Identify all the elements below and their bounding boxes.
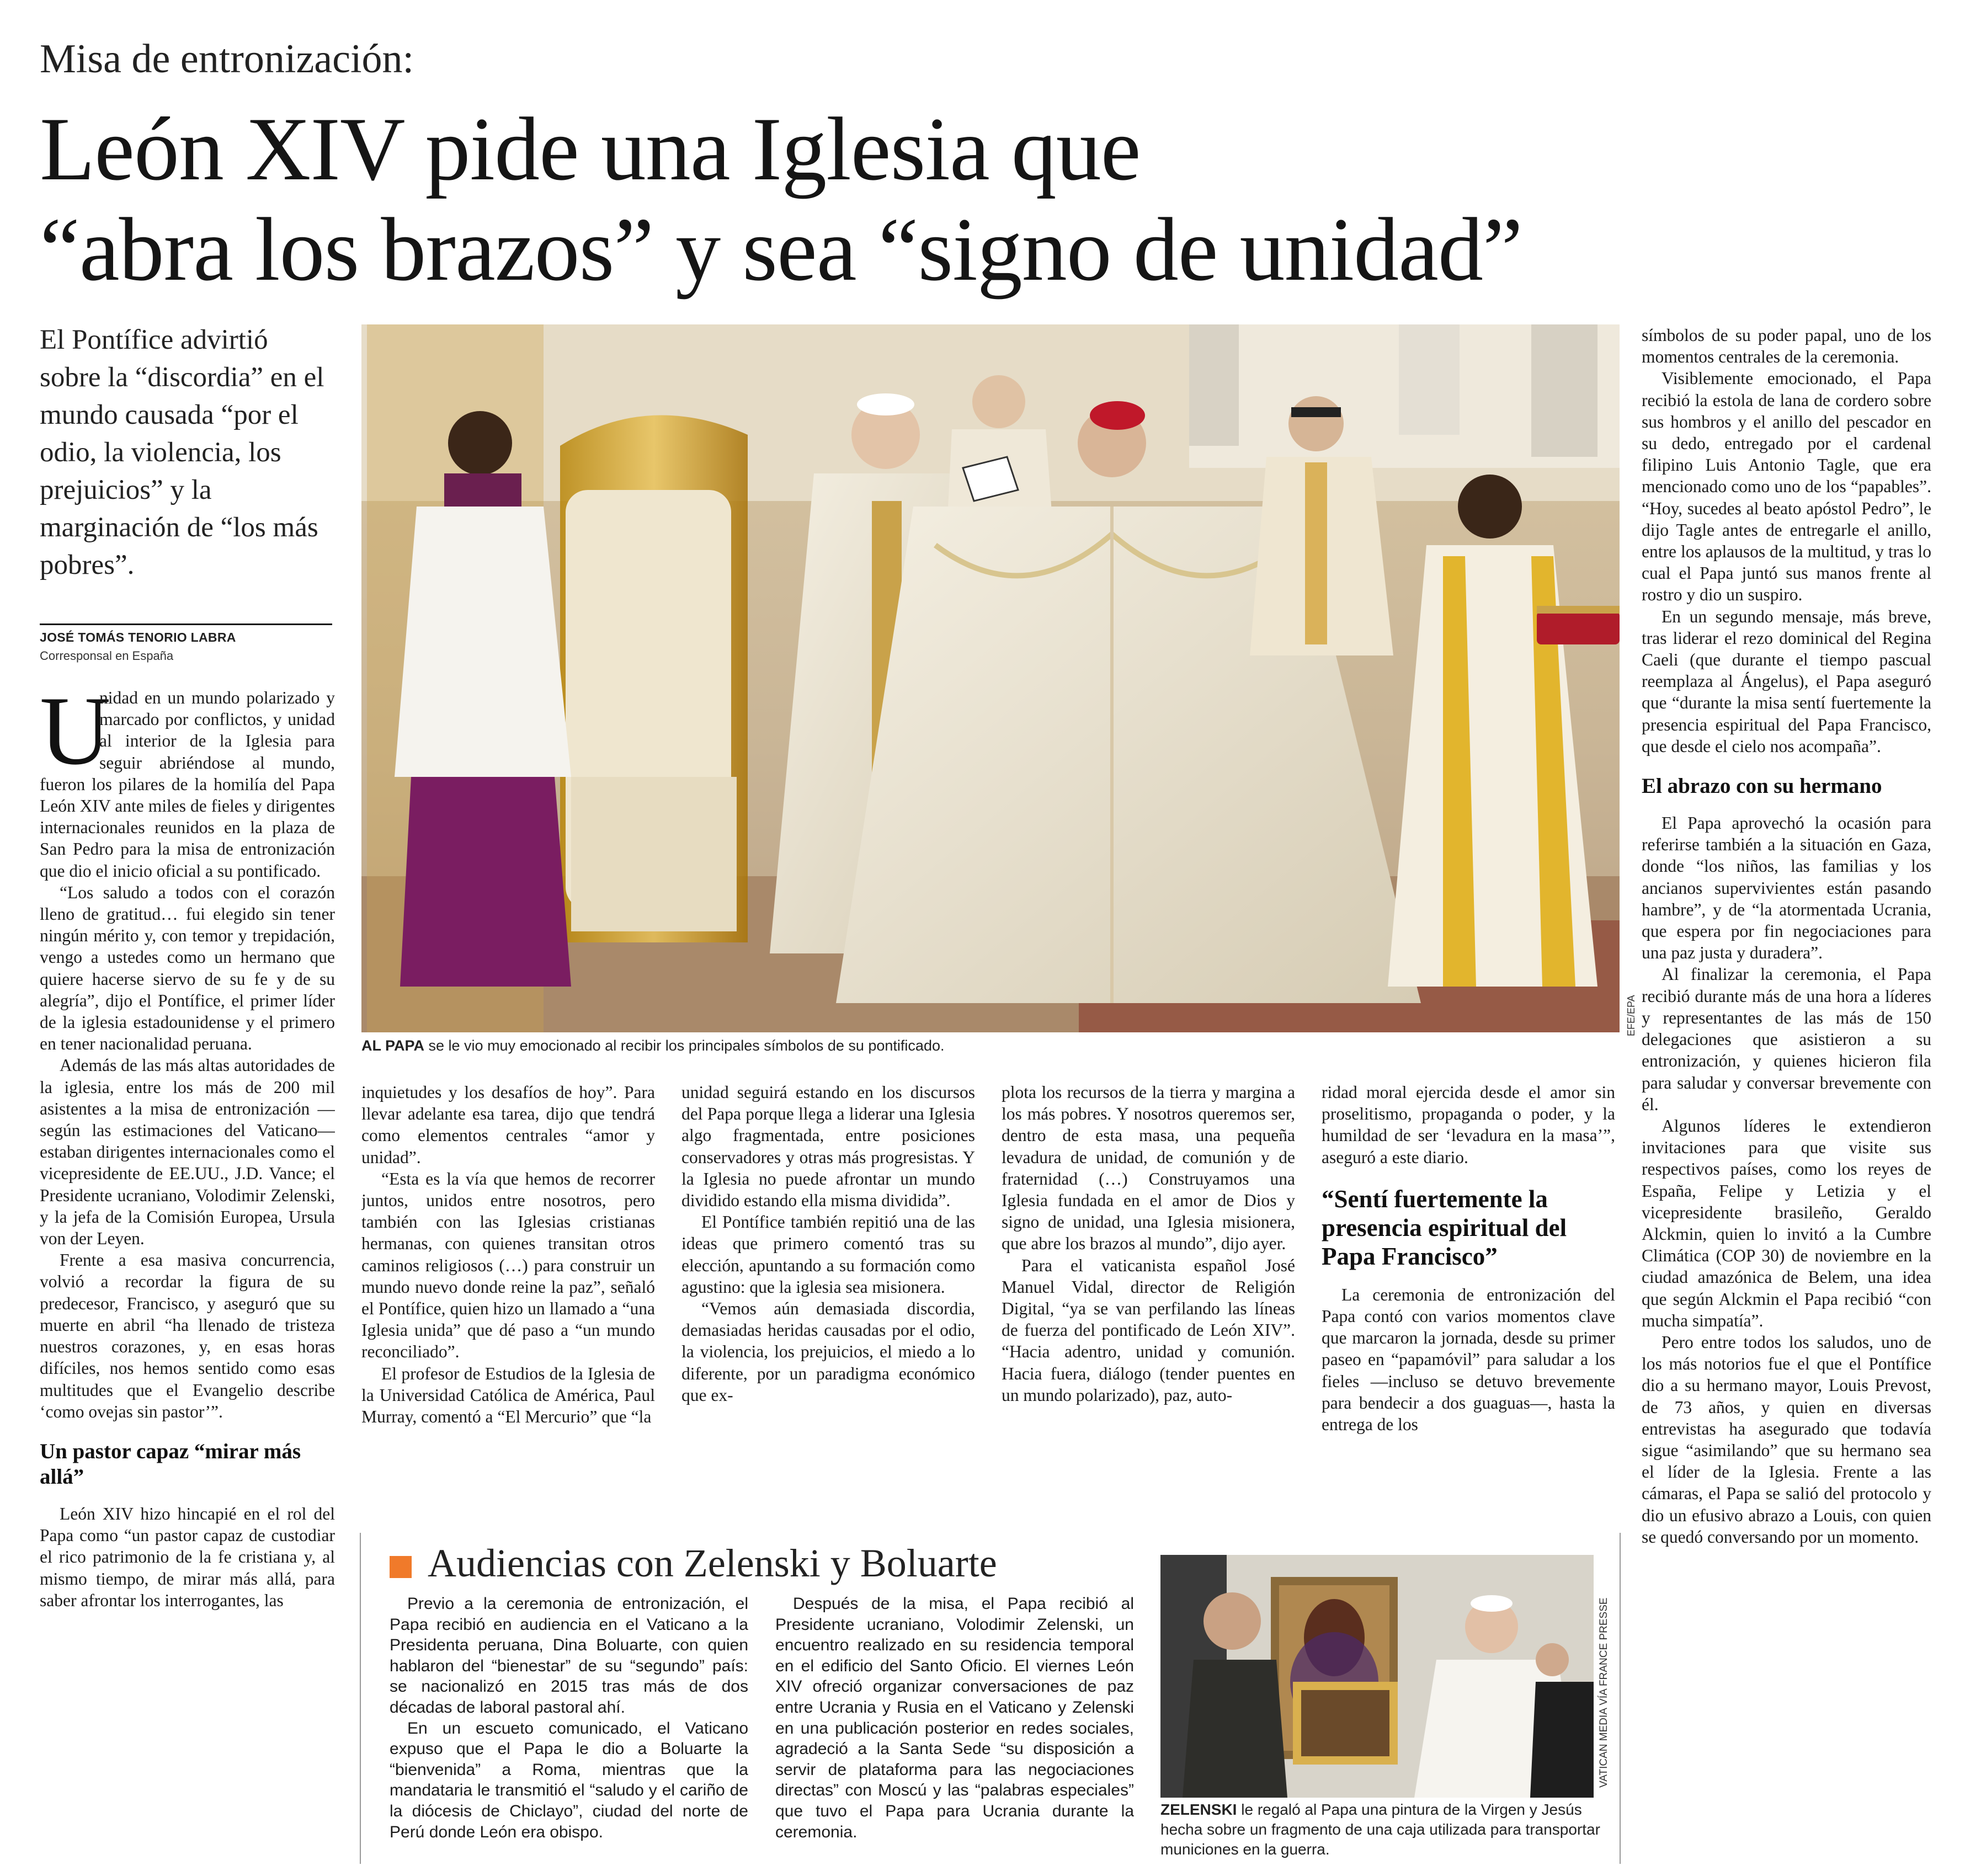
headline (40, 99, 1927, 300)
byline-role: Corresponsal en España (40, 649, 174, 663)
paragraph: El Papa aprovechó la ocasión para referirse también a la situación en Gaza, donde “los niños, las familias y los ancianos supervivientes están pasando hambre”, y de “la atormentada Ucrania, que espera por fin negociaciones para una paz justa y duradera”. (1642, 813, 1931, 963)
paragraph: Para el vaticanista español José Manuel Vidal, director de Religión Digital, “ya se van perfilando las líneas de fuerza del pontificado de León XIV”. “Hacia adentro, unidad y comunión. Hacia fuera, diálogo (tender puentes en un mundo polarizado), paz, auto- (1002, 1255, 1295, 1405)
box-left-rule (360, 1533, 361, 1864)
article-column-2 (361, 1081, 655, 1495)
zelenski-photo (1160, 1555, 1594, 1798)
subheading: El abrazo con su hermano (1642, 774, 1882, 798)
subheading: Un pastor capaz “mirar más allá” (40, 1439, 301, 1489)
article-column-5 (1322, 1081, 1615, 1495)
paragraph: Al finalizar la ceremonia, el Papa recibió durante más de una hora a líderes y representantes de las más de 150 delegaciones que asistieron a su entronización, y quienes hicieron fila para saludar y conversar brevemente con él. (1642, 964, 1931, 1114)
caption-text: se le vio muy emocionado al recibir los principales símbolos de su pontificado. (424, 1037, 945, 1054)
paragraph: “Los saludo a todos con el corazón lleno de gratitud… fui elegido sin tener ningún mérito y, con temor y trepidación, vengo a ustedes como un hermano que quiere hacerse siervo de su fe y de su alegría”, dijo el Pontífice, el primer líder de la iglesia estadounidense y el primero en tener nacionalidad peruana. (40, 882, 335, 1054)
paragraph: inquietudes y los desafíos de hoy”. Para llevar adelante esa tarea, dijo que tendrá como elementos centrales “amor y unidad”. (361, 1083, 655, 1167)
paragraph: El Pontífice también repitió una de las ideas que primero comentó tras su elección, apuntando a su formación como agustino: que la iglesia sea misionera. (681, 1212, 975, 1297)
box-column-1 (390, 1593, 748, 1864)
box-column-2 (775, 1593, 1134, 1864)
zelenski-photo-credit: VATICAN MEDIA VÍA FRANCE PRESSE (1598, 1597, 1610, 1788)
paragraph: ridad moral ejercida desde el amor sin proselitismo, propaganda o poder, y la humildad de ser ‘levadura en la masa’”, aseguró a este diario. (1322, 1083, 1615, 1167)
article-column-6 (1642, 324, 1931, 1864)
paragraph: La ceremonia de entronización del Papa contó con varios momentos clave que marcaron la jornada, desde su primer paseo en “papamóvil” para saludar a los fieles —incluso se detuvo brevemente para bendecir a dos guaguas—, hasta la entrega de los (1322, 1285, 1615, 1435)
paragraph: Además de las más altas autoridades de la iglesia, entre los más de 200 mil asistentes a la misa de entronización —según las estimaciones del Vaticano— estaban dirigentes internacionales como el vicepresidente de EE.UU., J.D. Vance; el Presidente ucraniano, Volodimir Zelenski, y la jefa de la Comisión Europea, Ursula von der Leyen. (40, 1056, 335, 1249)
paragraph: símbolos de su poder papal, uno de los momentos centrales de la ceremonia. (1642, 326, 1931, 367)
headline-line-2: “abra los brazos” y sea “signo de unidad” (40, 200, 1522, 300)
paragraph: Previo a la ceremonia de entronización, el Papa recibió en audiencia en el Vaticano a la Presidenta peruana, Dina Boluarte, con quien hablaron del “bienestar” de su “segundo” país: se nacionalizó en 2015 tras más de dos décadas de laboral pastoral ahí. (390, 1595, 748, 1717)
paragraph: nidad en un mundo polarizado y marcado por conflictos, y unidad al interior de la Iglesia para seguir abriéndose al mundo, fueron los pilares de la homilía del Papa León XIV ante miles de fieles y dirigentes internacionales reunidos en la plaza de San Pedro para la misa de entronización que dio el inicio oficial a su pontificado. (40, 688, 335, 881)
photo-credit: EFE/EPA (1626, 995, 1637, 1036)
article-column-3 (681, 1081, 975, 1495)
paragraph: Visiblemente emocionado, el Papa recibió la estola de lana de cordero sobre sus hombros y el anillo del pescador en su dedo, entregado por el cardenal filipino Luis Antonio Tagle, que era mencionado como uno de los “papables”. “Hoy, sucedes al beato apóstol Pedro”, le dijo Tagle antes de entregarle el anillo, entre los aplausos de la multitud, y tras lo cual el Papa juntó sus manos frente al rostro y dio un suspiro. (1642, 369, 1931, 605)
main-photo-caption (361, 1037, 1603, 1054)
article-column-1 (40, 687, 335, 1857)
paragraph: plota los recursos de la tierra y margina a los más pobres. Y nosotros queremos ser, dentro de esta masa, una pequeña levadura de unidad, de comunión y de fraternidad (…) Construyamos una Iglesia fundada en el amor de Dios y signo de unidad, una Iglesia misionera, que abre los brazos al mundo”, dijo ayer. (1002, 1083, 1295, 1254)
paragraph: Pero entre todos los saludos, uno de los más notorios fue el que el Pontífice dio a su hermano mayor, Louis Prevost, de 73 años, y quien en diversas entrevistas ha asegurado que todavía sigue “asimilando” que su hermano sea el líder de la Iglesia. Frente a las cámaras, el Papa se salió del protocolo y dio un efusivo abrazo a Louis, con quien se quedó conversando por un momento. (1642, 1332, 1931, 1547)
box-title: Audiencias con Zelenski y Boluarte (428, 1541, 997, 1585)
caption-lead: ZELENSKI (1160, 1801, 1237, 1818)
dropcap: U (40, 687, 111, 785)
paragraph: “Esta es la vía que hemos de recorrer juntos, unidos entre nosotros, pero también con las Iglesias cristianas hermanas, con quienes transitan otros caminos religiosos (…) para construir un mundo nuevo donde reine la paz”, señaló el Pontífice, quien hizo un llamado a “una Iglesia unida” que dé paso a “un mundo reconciliado”. (361, 1169, 655, 1362)
caption-text: le regaló al Papa una pintura de la Virgen y Jesús hecha sobre un fragmento de una caja utilizada para transportar municiones en la guerra. (1160, 1801, 1600, 1858)
caption-lead: AL PAPA (361, 1037, 425, 1054)
headline-line-1: León XIV pide una Iglesia que (40, 99, 1141, 199)
box-marker (390, 1556, 412, 1578)
box-right-rule (1620, 1533, 1621, 1864)
paragraph: En un segundo mensaje, más breve, tras liderar el rezo dominical del Regina Caeli (que durante el tiempo pascual reemplaza al Ángelus), el Papa aseguró que “durante la misa sentí fuertemente la presencia espiritual del Papa Francisco, que desde el cielo nos acompaña”. (1642, 606, 1931, 756)
paragraph: En un escueto comunicado, el Vaticano expuso que el Papa le dio a Boluarte la “bienvenida” a Roma, mientras que la mandataria le transmitió el “saludo y el cariño de la diócesis de Chiclayo”, ciudad del norte de Perú donde León era obispo. (390, 1719, 748, 1841)
article-column-4 (1002, 1081, 1295, 1495)
paragraph: unidad seguirá estando en los discursos del Papa porque llega a liderar una Iglesia algo fragmentada, entre posiciones conservadores y otras más progresistas. Y la Iglesia no puede afrontar un mundo dividido estando ella misma dividida”. (681, 1083, 975, 1211)
main-photo (361, 324, 1620, 1032)
paragraph: Algunos líderes le extendieron invitaciones para que visite sus respectivos países, como los reyes de España, Felipe y Letizia y el vicepresidente brasileño, Geraldo Alckmin, quien lo invitó a la Cumbre Climática (COP 30) de noviembre en la ciudad amazónica de Belem, una idea que según Alckmin el Papa recibió “con mucha simpatía”. (1642, 1116, 1931, 1330)
lead-summary: El Pontífice advirtió sobre la “discordia” en el mundo causada “por el odio, la violencia, los prejuicios” y la marginación de “los más pobres”. (40, 324, 324, 580)
subheading: “Sentí fuertemente la presencia espiritual del Papa Francisco” (1322, 1185, 1567, 1270)
kicker: Misa de entronización: (40, 36, 414, 82)
paragraph: “Vemos aún demasiada discordia, demasiadas heridas causadas por el odio, la violencia, los prejuicios, el miedo a lo diferente, por un paradigma económico que ex- (681, 1299, 975, 1405)
paragraph: León XIV hizo hincapié en el rol del Papa como “un pastor capaz de custodiar el rico patrimonio de la fe cristiana y, al mismo tiempo, de mirar más allá, para saber afrontar los interrogantes, las (40, 1504, 335, 1610)
zelenski-photo-caption (1160, 1800, 1602, 1859)
paragraph: Después de la misa, el Papa recibió al Presidente ucraniano, Volodimir Zelenski, un encuentro realizado en su residencia temporal en el edificio del Santo Oficio. El viernes León XIV ofreció organizar conversaciones de paz entre Ucrania y Rusia en el Vaticano y Zelenski en una publicación posterior en redes sociales, agradeció a la Santa Sede “su disposición a servir de plataforma para las negociaciones directas” con Moscú y las “palabras especiales” que tuvo el Papa para Ucrania durante la ceremonia. (775, 1595, 1134, 1841)
byline-rule (40, 623, 332, 625)
paragraph: Frente a esa masiva concurrencia, volvió a recordar la figura de su predecesor, Francisco, y aseguró que su muerte en abril “ha llenado de tristeza nuestros corazones, y, en esas horas difíciles, nos hemos sentido como esas multitudes que el Evangelio describe ‘como ovejas sin pastor’”. (40, 1250, 335, 1421)
byline-author: JOSÉ TOMÁS TENORIO LABRA (40, 630, 236, 644)
paragraph: El profesor de Estudios de la Iglesia de la Universidad Católica de América, Paul Murray, comentó a “El Mercurio” que “la (361, 1363, 655, 1427)
